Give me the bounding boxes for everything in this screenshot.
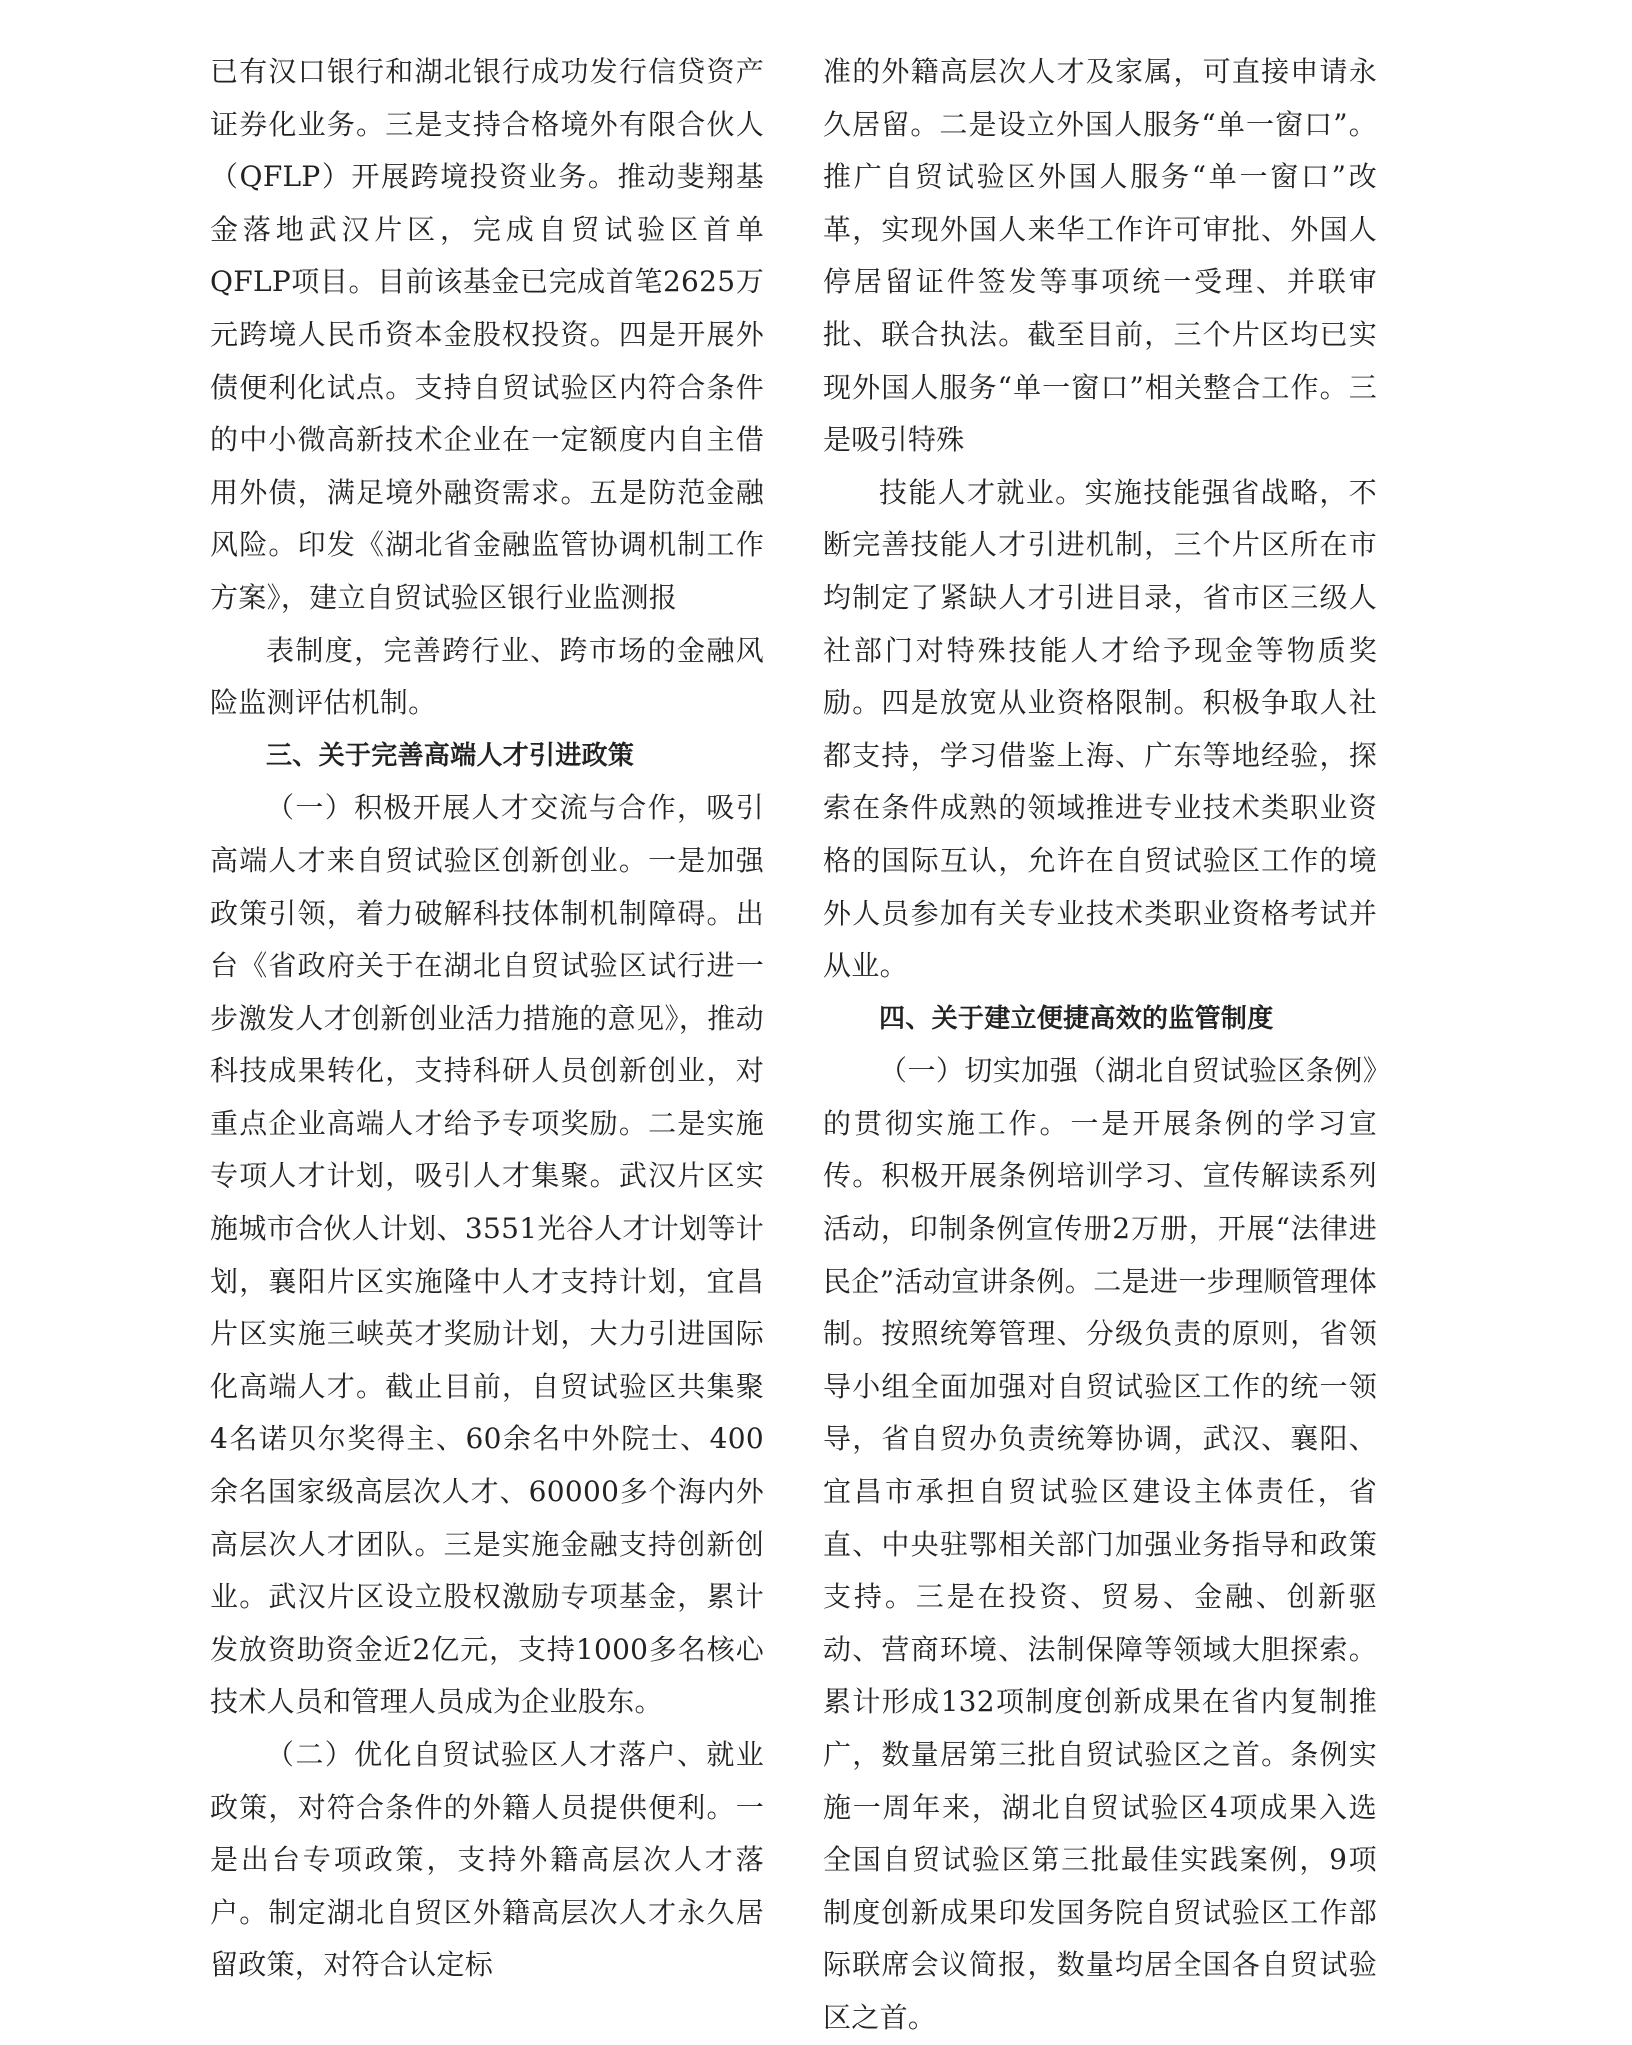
left-column <box>210 46 764 1992</box>
paragraph: 技能人才就业。实施技能强省战略，不断完善技能人才引进机制，三个片区所在市均制定了紧缺人才引进目录，省市区三级人社部门对特殊技能人才给予现金等物质奖励。四是放宽从业资格限制。积极争取人社都支持，学习借鉴上海、广东等地经验，探索在条件成熟的领域推进专业技术类职业资格的国际互认，允许在自贸试验区工作的境外人员参加有关专业技术类职业资格考试并从业。 <box>823 475 1377 983</box>
paragraph: （一）积极开展人才交流与合作，吸引高端人才来自贸试验区创新创业。一是加强政策引领，着力破解科技体制机制障碍。出台《省政府关于在湖北自贸试验区试行进一步激发人才创新创业活力措施的意见》，推动科技成果转化，支持科研人员创新创业，对重点企业高端人才给予专项奖励。二是实施专项人才计划，吸引人才集聚。武汉片区实施城市合伙人计划、3551光谷人才计划等计划，襄阳片区实施隆中人才支持计划，宜昌片区实施三峡英才奖励计划，大力引进国际化高端人才。截止目前，自贸试验区共集聚4名诺贝尔奖得主、60余名中外院士、400余名国家级高层次人才、60000多个海内外高层次人才团队。三是实施金融支持创新创业。武汉片区设立股权激励专项基金，累计发放资助资金近2亿元，支持1000多名核心技术人员和管理人员成为企业股东。 <box>210 791 764 1719</box>
section-heading: 三、关于完善高端人才引进政策 <box>266 740 635 771</box>
paragraph: （二）优化自贸试验区人才落户、就业政策，对符合条件的外籍人员提供便利。一是出台专项政策，支持外籍高层次人才落户。制定湖北自贸区外籍高层次人才永久居留政策，对符合认定标 <box>210 1738 764 1982</box>
right-column <box>823 46 1377 2045</box>
paragraph: （一）切实加强（湖北自贸试验区条例》的贯彻实施工作。一是开展条例的学习宣传。积极开展条例培训学习、宣传解读系列活动，印制条例宣传册2万册，开展“法律进民企”活动宣讲条例。二是进一步理顺管理体制。按照统筹管理、分级负责的原则，省领导小组全面加强对自贸试验区工作的统一领导，省自贸办负责统筹协调，武汉、襄阳、宜昌市承担自贸试验区建设主体责任，省直、中央驻鄂相关部门加强业务指导和政策支持。三是在投资、贸易、金融、创新驱动、营商环境、法制保障等领域大胆探索。累计形成132项制度创新成果在省内复制推广，数量居第三批自贸试验区之首。条例实施一周年来，湖北自贸试验区4项成果入选全国自贸试验区第三批最佳实践案例，9项制度创新成果印发国务院自贸试验区工作部际联席会议简报，数量均居全国各自贸试验区之首。 <box>823 1054 1377 2034</box>
section-heading: 四、关于建立便捷高效的监管制度 <box>879 1003 1274 1034</box>
paragraph: 表制度，完善跨行业、跨市场的金融风险监测评估机制。 <box>210 633 764 720</box>
paragraph: 已有汉口银行和湖北银行成功发行信贷资产证券化业务。三是支持合格境外有限合伙人（QFLP）开展跨境投资业务。推动斐翔基金落地武汉片区，完成自贸试验区首单QFLP项目。目前该基金已完成首笔2625万元跨境人民币资本金股权投资。四是开展外债便利化试点。支持自贸试验区内符合条件的中小微高新技术企业在一定额度内自主借用外债，满足境外融资需求。五是防范金融风险。印发《湖北省金融监管协调机制工作方案》，建立自贸试验区银行业监测报 <box>210 55 764 614</box>
paragraph: 准的外籍高层次人才及家属，可直接申请永久居留。二是设立外国人服务“单一窗口”。推广自贸试验区外国人服务“单一窗口”改革，实现外国人来华工作许可审批、外国人停居留证件签发等事项统一受理、并联审批、联合执法。截至目前，三个片区均已实现外国人服务“单一窗口”相关整合工作。三是吸引特殊 <box>823 55 1377 457</box>
